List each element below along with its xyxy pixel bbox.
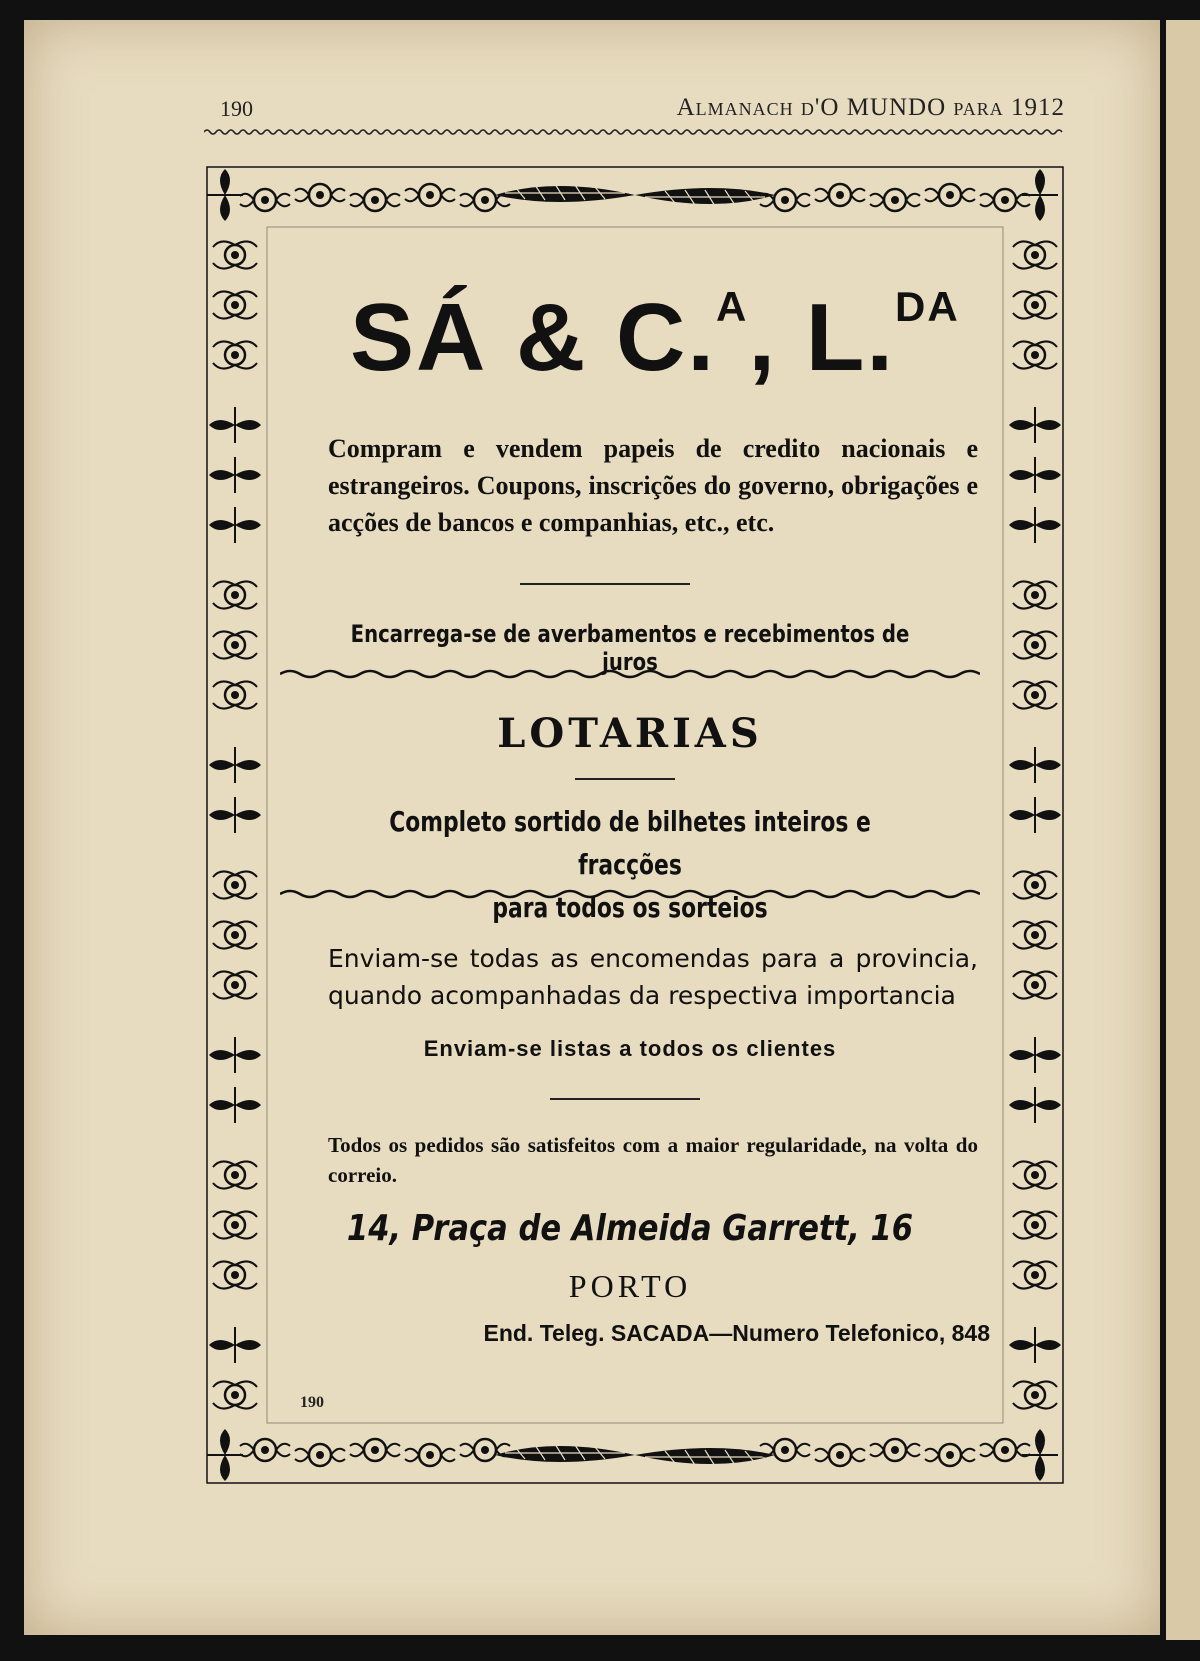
wavy-divider-1 [280, 668, 980, 680]
services-line: Encarrega-se de averbamentos e recebimentos de juros [350, 620, 910, 676]
adjacent-page-edge [1166, 20, 1200, 1640]
lists-line: Enviam-se listas a todos os clientes [423, 1036, 837, 1061]
orders-paragraph: Enviam-se todas as encomendas para a provincia, quando acompanhadas da respectiva importancia [328, 944, 978, 1010]
street-address: 14, Praça de Almeida Garrett, 16 [346, 1208, 914, 1249]
bottom-ornament-band [207, 1429, 1058, 1481]
company-name [350, 283, 960, 391]
left-ornament-column [209, 241, 261, 1408]
short-rule-2 [575, 778, 675, 780]
header-wavy-rule [204, 128, 1066, 136]
right-ornament-column [1009, 241, 1061, 1408]
top-ornament-band [207, 169, 1058, 221]
footer-page-number: 190 [300, 1394, 324, 1411]
company-name-sup-a: A [716, 283, 749, 330]
short-rule-3 [550, 1098, 700, 1100]
city-name: PORTO [568, 1268, 692, 1304]
running-header [195, 92, 1065, 132]
lotteries-line-1: Completo sortido de bilhetes inteiros e fracções [389, 805, 871, 881]
company-name-mid: , L. [748, 284, 896, 391]
page-number: 190 [220, 96, 253, 121]
lotteries-heading: LOTARIAS [497, 710, 763, 757]
running-title: Almanach d'O MUNDO para 1912 [676, 94, 1065, 121]
wavy-divider-2 [280, 888, 980, 900]
short-rule-1 [520, 583, 690, 585]
telegraph-and-phone: End. Teleg. SACADA—Numero Telefonico, 848 [483, 1320, 990, 1346]
description-paragraph: Compram e vendem papeis de credito nacionais e estrangeiros. Coupons, inscrições do governo, obrigações e acções de bancos e companhias, etc., etc. [328, 434, 978, 537]
company-name-sup-da: DA [895, 283, 960, 330]
requests-paragraph: Todos os pedidos são satisfeitos com a maior regularidade, na volta do correio. [328, 1133, 978, 1187]
lotteries-description [357, 800, 903, 929]
lotteries-line-2: para todos os sorteios [492, 891, 768, 924]
company-name-main: SÁ & C. [350, 284, 717, 391]
